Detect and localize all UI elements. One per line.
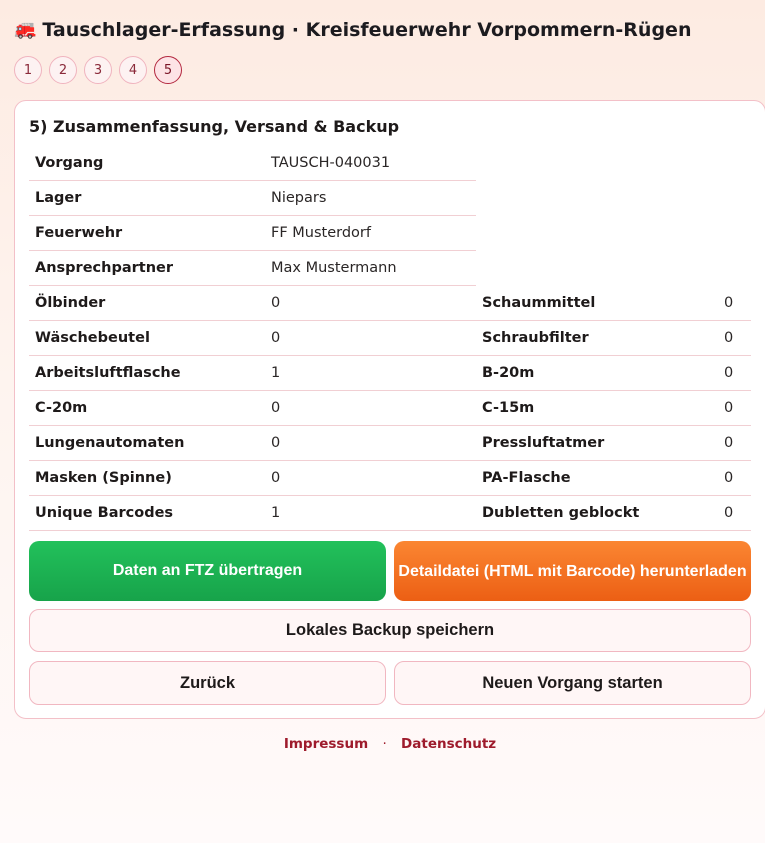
item-count: 0 [271,470,281,486]
step-3-button[interactable]: 3 [84,56,112,84]
item-label: C-20m [35,400,88,416]
item-label: Masken (Spinne) [35,470,172,486]
item-label: C-15m [482,400,535,416]
step-navigation [14,56,182,84]
item-row [476,496,751,531]
info-row [29,216,476,251]
item-count: 0 [724,400,734,416]
footer-separator: · [382,736,387,752]
fire-truck-icon: 🚒 [14,19,37,40]
item-label: Ölbinder [35,295,106,311]
step-4-button[interactable]: 4 [119,56,147,84]
item-row [476,426,751,461]
impressum-link[interactable]: Impressum [283,736,369,752]
item-row [29,391,476,426]
info-label: Feuerwehr [35,225,123,241]
item-count: 0 [724,330,734,346]
item-count: 0 [271,400,281,416]
item-count: 0 [271,435,281,451]
item-row [29,321,476,356]
item-row [476,356,751,391]
summary-card [14,100,765,719]
info-row [29,251,476,286]
item-label: Wäschebeutel [35,330,150,346]
item-label: B-20m [482,365,535,381]
page-title-text: Tauschlager-Erfassung · Kreisfeuerwehr Vorpommern-Rügen [42,19,692,41]
summary-heading: 5) Zusammenfassung, Versand & Backup [29,117,400,136]
item-label: Schaummittel [482,295,596,311]
item-count: 0 [724,365,734,381]
step-2-button[interactable]: 2 [49,56,77,84]
item-label: PA-Flasche [482,470,571,486]
step-5-button[interactable]: 5 [154,56,182,84]
item-row [29,286,476,321]
item-row [29,496,476,531]
info-label: Vorgang [35,155,104,171]
footer [0,736,765,752]
item-row [476,391,751,426]
item-count: 1 [271,505,281,521]
info-value: FF Musterdorf [271,225,371,241]
item-count: 0 [271,295,281,311]
item-label: Dubletten geblockt [482,505,640,521]
item-row [476,321,751,356]
info-value: Max Mustermann [271,260,397,276]
item-count: 0 [724,295,734,311]
item-row [476,461,751,496]
info-label: Lager [35,190,82,206]
page-title [14,19,691,41]
item-row [29,356,476,391]
datenschutz-link[interactable]: Datenschutz [401,736,497,752]
item-label: Pressluftatmer [482,435,605,451]
item-label: Arbeitsluftflasche [35,365,181,381]
save-local-backup-button[interactable]: Lokales Backup speichern [29,609,751,652]
start-new-process-button[interactable]: Neuen Vorgang starten [394,661,751,705]
send-to-ftz-button[interactable]: Daten an FTZ übertragen [29,541,386,601]
info-label: Ansprechpartner [35,260,174,276]
item-count: 0 [271,330,281,346]
item-row [476,286,751,321]
info-value: TAUSCH-040031 [271,155,391,171]
step-1-button[interactable]: 1 [14,56,42,84]
item-count: 0 [724,435,734,451]
download-detail-file-button[interactable]: Detaildatei (HTML mit Barcode) herunterladen [394,541,751,601]
item-count: 1 [271,365,281,381]
back-button[interactable]: Zurück [29,661,386,705]
item-label: Unique Barcodes [35,505,174,521]
item-count: 0 [724,470,734,486]
item-row [29,426,476,461]
info-row [29,146,476,181]
item-row [29,461,476,496]
item-label: Lungenautomaten [35,435,185,451]
item-count: 0 [724,505,734,521]
item-label: Schraubfilter [482,330,589,346]
info-row [29,181,476,216]
info-value: Niepars [271,190,327,206]
